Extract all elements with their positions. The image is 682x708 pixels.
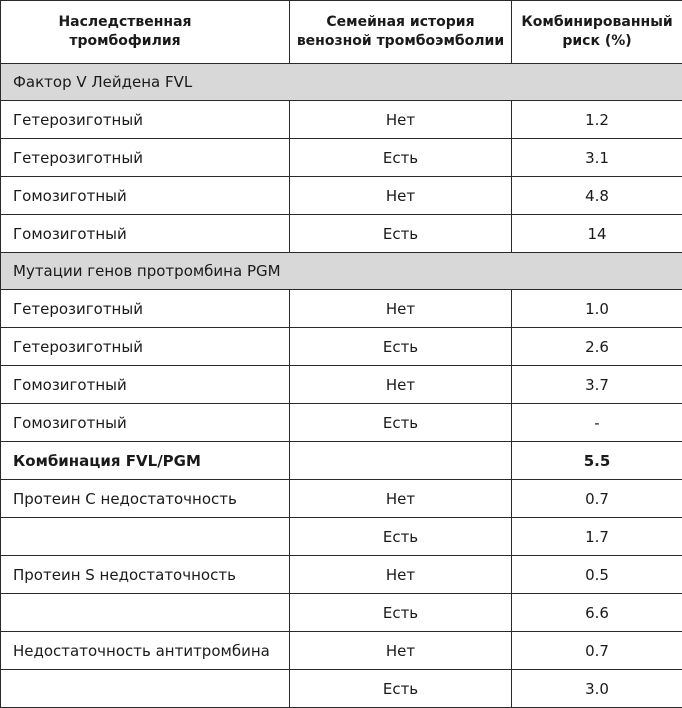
table-row: [1, 404, 682, 442]
cell-family-history: Есть: [290, 404, 512, 442]
cell-risk: 1.7: [512, 518, 682, 556]
table-row: [1, 215, 682, 253]
cell-thrombophilia: [1, 594, 290, 632]
header-thrombophilia: Наследственная тромбофилия: [1, 1, 290, 64]
cell-family-history: Есть: [290, 670, 512, 708]
table-row: [1, 328, 682, 366]
header-row: [1, 1, 682, 64]
cell-family-history: Нет: [290, 101, 512, 139]
cell-thrombophilia: [1, 670, 290, 708]
cell-risk: 3.7: [512, 366, 682, 404]
table-row: [1, 480, 682, 518]
cell-thrombophilia: Комбинация FVL/PGM: [1, 442, 290, 480]
cell-thrombophilia: Гетерозиготный: [1, 101, 290, 139]
table-row: [1, 632, 682, 670]
cell-family-history: Нет: [290, 366, 512, 404]
cell-family-history: Нет: [290, 556, 512, 594]
cell-thrombophilia: [1, 518, 290, 556]
table-row: [1, 594, 682, 632]
cell-risk: -: [512, 404, 682, 442]
cell-family-history: Нет: [290, 177, 512, 215]
section-row-pgm: [1, 253, 682, 290]
header-family-history: Семейная история венозной тромбоэмболии: [290, 1, 512, 64]
cell-family-history: Есть: [290, 518, 512, 556]
cell-thrombophilia: Гомозиготный: [1, 215, 290, 253]
cell-risk: 1.2: [512, 101, 682, 139]
cell-family-history: Нет: [290, 480, 512, 518]
cell-thrombophilia: Гомозиготный: [1, 177, 290, 215]
table-row: [1, 177, 682, 215]
cell-thrombophilia: Протеин C недостаточность: [1, 480, 290, 518]
cell-risk: 5.5: [512, 442, 682, 480]
cell-thrombophilia: Гетерозиготный: [1, 328, 290, 366]
cell-family-history: Нет: [290, 632, 512, 670]
cell-risk: 4.8: [512, 177, 682, 215]
cell-risk: 3.1: [512, 139, 682, 177]
cell-risk: 3.0: [512, 670, 682, 708]
section-title: Фактор V Лейдена FVL: [1, 64, 682, 101]
cell-risk: 1.0: [512, 290, 682, 328]
header-combined-risk: Комбинированный риск (%): [512, 1, 682, 64]
cell-thrombophilia: Гомозиготный: [1, 404, 290, 442]
cell-thrombophilia: Гомозиготный: [1, 366, 290, 404]
cell-thrombophilia: Протеин S недостаточность: [1, 556, 290, 594]
section-row-fvl: [1, 64, 682, 101]
cell-thrombophilia: Недостаточность антитромбина: [1, 632, 290, 670]
cell-family-history: Есть: [290, 139, 512, 177]
table-row: [1, 556, 682, 594]
table-row: [1, 290, 682, 328]
cell-thrombophilia: Гетерозиготный: [1, 290, 290, 328]
cell-family-history: Есть: [290, 328, 512, 366]
cell-risk: 14: [512, 215, 682, 253]
table-row: [1, 518, 682, 556]
table-row: [1, 101, 682, 139]
table-row: [1, 366, 682, 404]
table-row-combination: [1, 442, 682, 480]
table-row: [1, 139, 682, 177]
cell-thrombophilia: Гетерозиготный: [1, 139, 290, 177]
cell-family-history: Есть: [290, 215, 512, 253]
cell-risk: 2.6: [512, 328, 682, 366]
table-row: [1, 670, 682, 708]
cell-family-history: Нет: [290, 290, 512, 328]
cell-risk: 6.6: [512, 594, 682, 632]
cell-risk: 0.5: [512, 556, 682, 594]
cell-family-history: [290, 442, 512, 480]
cell-risk: 0.7: [512, 632, 682, 670]
cell-family-history: Есть: [290, 594, 512, 632]
cell-risk: 0.7: [512, 480, 682, 518]
section-title: Мутации генов протромбина PGM: [1, 253, 682, 290]
